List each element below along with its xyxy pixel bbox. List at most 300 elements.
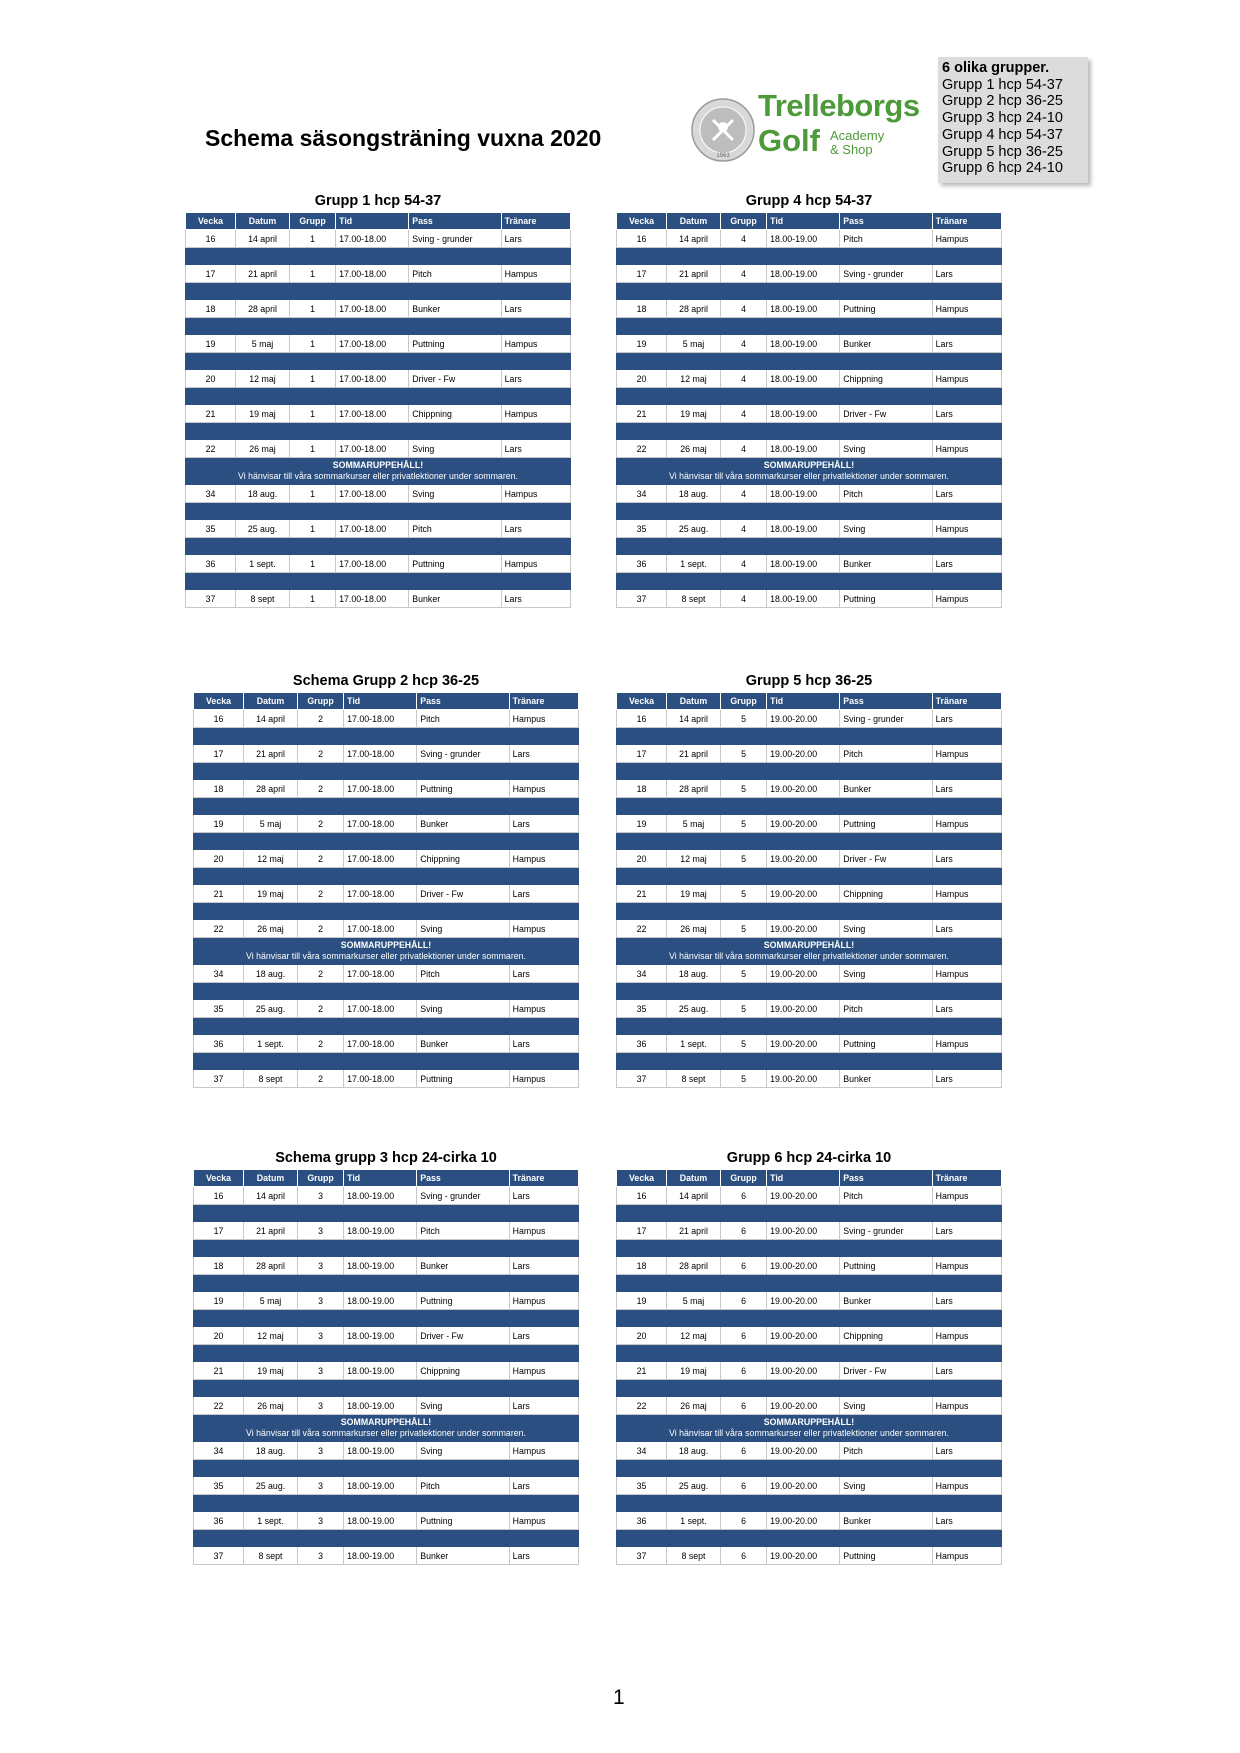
- pass-cell: Driver - Fw: [840, 850, 932, 868]
- coach-cell: Lars: [932, 1362, 1001, 1380]
- pass-cell: Sving: [409, 485, 501, 503]
- date-cell: 28 april: [667, 300, 721, 318]
- week-cell: 18: [617, 1257, 667, 1275]
- time-cell: 19.00-20.00: [767, 920, 840, 938]
- column-header: Grupp: [720, 693, 766, 710]
- table-row: [194, 850, 579, 868]
- week-cell: 18: [194, 1257, 244, 1275]
- separator-row: [194, 1345, 579, 1362]
- coach-cell: Hampus: [932, 1327, 1001, 1345]
- column-header: Tränare: [501, 213, 570, 230]
- table-row: [617, 920, 1002, 938]
- groups-info-line: Grupp 5 hcp 36-25: [942, 143, 1063, 160]
- time-cell: 18.00-19.00: [767, 300, 840, 318]
- schedule-section-group-1: [185, 190, 571, 608]
- date-cell: 25 aug.: [236, 520, 290, 538]
- time-cell: 18.00-19.00: [344, 1512, 417, 1530]
- separator-cell: [194, 1345, 579, 1362]
- time-cell: 18.00-19.00: [344, 1477, 417, 1495]
- date-cell: 1 sept.: [667, 1512, 721, 1530]
- date-cell: 14 april: [236, 230, 290, 248]
- table-row: [617, 1327, 1002, 1345]
- date-cell: 8 sept: [667, 590, 721, 608]
- separator-cell: [617, 1460, 1002, 1477]
- summer-break-title: SOMMARUPPEHÅLL!: [763, 460, 855, 470]
- date-cell: 1 sept.: [667, 555, 721, 573]
- coach-cell: Hampus: [509, 1362, 578, 1380]
- schedule-section-group-2: [193, 670, 579, 1088]
- date-cell: 8 sept: [244, 1547, 298, 1565]
- summer-break-note: Vi hänvisar till våra sommarkurser eller privatlektioner under sommaren.: [246, 951, 526, 961]
- section-title: Schema Grupp 2 hcp 36-25: [292, 673, 480, 689]
- group-cell: 5: [720, 1000, 766, 1018]
- time-cell: 17.00-18.00: [336, 590, 409, 608]
- table-row: [617, 440, 1002, 458]
- separator-cell: [194, 1240, 579, 1257]
- coach-cell: Hampus: [932, 815, 1001, 833]
- week-cell: 35: [617, 1477, 667, 1495]
- separator-row: [617, 1460, 1002, 1477]
- groups-info-line: Grupp 1 hcp 54-37: [942, 76, 1063, 93]
- separator-row: [194, 1530, 579, 1547]
- summer-break-cell: [186, 458, 571, 485]
- week-cell: 37: [194, 1547, 244, 1565]
- column-header: Tid: [767, 693, 840, 710]
- section-title: Schema grupp 3 hcp 24-cirka 10: [275, 1150, 497, 1166]
- time-cell: 19.00-20.00: [767, 710, 840, 728]
- group-cell: 4: [720, 485, 766, 503]
- table-row: [194, 1070, 579, 1088]
- separator-row: [617, 1310, 1002, 1327]
- week-cell: 20: [617, 1327, 667, 1345]
- summer-break-note: Vi hänvisar till våra sommarkurser eller privatlektioner under sommaren.: [246, 1428, 526, 1438]
- logo-subtitle: Academy & Shop: [830, 128, 885, 157]
- table-row: [617, 1292, 1002, 1310]
- coach-cell: Lars: [509, 965, 578, 983]
- table-row: [186, 265, 571, 283]
- group-cell: 6: [720, 1397, 766, 1415]
- column-header: Tid: [344, 1170, 417, 1187]
- coach-cell: Lars: [932, 1070, 1001, 1088]
- coach-cell: Hampus: [501, 555, 570, 573]
- date-cell: 18 aug.: [667, 965, 721, 983]
- coach-cell: Lars: [501, 230, 570, 248]
- table-row: [617, 1222, 1002, 1240]
- time-cell: 18.00-19.00: [344, 1362, 417, 1380]
- date-cell: 5 maj: [667, 335, 721, 353]
- separator-cell: [194, 798, 579, 815]
- week-cell: 37: [186, 590, 236, 608]
- time-cell: 19.00-20.00: [767, 885, 840, 903]
- groups-info-line: Grupp 2 hcp 36-25: [942, 93, 1063, 110]
- pass-cell: Bunker: [409, 590, 501, 608]
- group-cell: 5: [720, 745, 766, 763]
- table-row: [617, 1512, 1002, 1530]
- table-row: [186, 485, 571, 503]
- coach-cell: Lars: [509, 1547, 578, 1565]
- group-cell: 6: [720, 1477, 766, 1495]
- date-cell: 12 maj: [667, 1327, 721, 1345]
- separator-row: [194, 1460, 579, 1477]
- week-cell: 35: [617, 1000, 667, 1018]
- group-cell: 2: [297, 815, 343, 833]
- separator-row: [186, 353, 571, 370]
- pass-cell: Pitch: [840, 1442, 932, 1460]
- separator-cell: [194, 1530, 579, 1547]
- coach-cell: Hampus: [501, 335, 570, 353]
- pass-cell: Sving: [840, 520, 932, 538]
- group-cell: 2: [297, 1035, 343, 1053]
- group-cell: 6: [720, 1257, 766, 1275]
- column-header: Tid: [767, 213, 840, 230]
- separator-cell: [617, 1240, 1002, 1257]
- pass-cell: Puttning: [417, 1070, 509, 1088]
- pass-cell: Chippning: [840, 885, 932, 903]
- group-cell: 4: [720, 265, 766, 283]
- column-header: Vecka: [194, 1170, 244, 1187]
- pass-cell: Chippning: [417, 1362, 509, 1380]
- separator-cell: [186, 353, 571, 370]
- coach-cell: Lars: [932, 555, 1001, 573]
- week-cell: 20: [617, 850, 667, 868]
- week-cell: 16: [617, 710, 667, 728]
- date-cell: 26 maj: [244, 920, 298, 938]
- time-cell: 17.00-18.00: [344, 780, 417, 798]
- pass-cell: Chippning: [409, 405, 501, 423]
- table-row: [617, 590, 1002, 608]
- time-cell: 17.00-18.00: [336, 485, 409, 503]
- separator-row: [617, 248, 1002, 265]
- date-cell: 8 sept: [236, 590, 290, 608]
- coach-cell: Hampus: [501, 405, 570, 423]
- week-cell: 20: [194, 850, 244, 868]
- group-cell: 1: [289, 555, 335, 573]
- week-cell: 21: [617, 405, 667, 423]
- group-cell: 4: [720, 555, 766, 573]
- week-cell: 19: [617, 815, 667, 833]
- week-cell: 20: [617, 370, 667, 388]
- table-row: [194, 1362, 579, 1380]
- column-header: Tränare: [509, 1170, 578, 1187]
- separator-row: [186, 283, 571, 300]
- separator-row: [194, 1205, 579, 1222]
- time-cell: 18.00-19.00: [767, 555, 840, 573]
- time-cell: 17.00-18.00: [336, 265, 409, 283]
- column-header: Vecka: [617, 213, 667, 230]
- summer-break-title: SOMMARUPPEHÅLL!: [332, 460, 424, 470]
- column-header: Vecka: [617, 1170, 667, 1187]
- coach-cell: Hampus: [932, 885, 1001, 903]
- week-cell: 22: [617, 1397, 667, 1415]
- pass-cell: Pitch: [417, 965, 509, 983]
- coach-cell: Hampus: [509, 710, 578, 728]
- table-row: [617, 710, 1002, 728]
- separator-row: [186, 388, 571, 405]
- schedule-table: [616, 1169, 1002, 1565]
- coach-cell: Lars: [932, 335, 1001, 353]
- pass-cell: Driver - Fw: [840, 405, 932, 423]
- date-cell: 21 april: [667, 745, 721, 763]
- group-cell: 6: [720, 1292, 766, 1310]
- separator-row: [186, 503, 571, 520]
- summer-break-note: Vi hänvisar till våra sommarkurser eller privatlektioner under sommaren.: [669, 1428, 949, 1438]
- week-cell: 16: [194, 1187, 244, 1205]
- separator-row: [617, 573, 1002, 590]
- separator-row: [194, 1053, 579, 1070]
- date-cell: 26 maj: [667, 920, 721, 938]
- date-cell: 18 aug.: [667, 485, 721, 503]
- pass-cell: Bunker: [417, 1257, 509, 1275]
- time-cell: 19.00-20.00: [767, 1327, 840, 1345]
- separator-cell: [194, 1310, 579, 1327]
- table-row: [194, 1222, 579, 1240]
- time-cell: 19.00-20.00: [767, 1035, 840, 1053]
- coach-cell: Hampus: [932, 1477, 1001, 1495]
- summer-break-row: [194, 1415, 579, 1442]
- date-cell: 26 maj: [667, 440, 721, 458]
- week-cell: 19: [194, 1292, 244, 1310]
- pass-cell: Driver - Fw: [417, 885, 509, 903]
- column-header: Pass: [409, 213, 501, 230]
- summer-break-row: [617, 1415, 1002, 1442]
- coach-cell: Hampus: [509, 920, 578, 938]
- separator-cell: [617, 318, 1002, 335]
- coach-cell: Lars: [932, 1222, 1001, 1240]
- schedule-table: [185, 212, 571, 608]
- separator-cell: [186, 318, 571, 335]
- pass-cell: Pitch: [417, 1222, 509, 1240]
- group-cell: 3: [297, 1327, 343, 1345]
- time-cell: 19.00-20.00: [767, 1000, 840, 1018]
- pass-cell: Pitch: [840, 485, 932, 503]
- coach-cell: Hampus: [509, 1222, 578, 1240]
- summer-break-title: SOMMARUPPEHÅLL!: [340, 940, 432, 950]
- week-cell: 20: [186, 370, 236, 388]
- group-cell: 1: [289, 405, 335, 423]
- group-cell: 3: [297, 1292, 343, 1310]
- group-cell: 2: [297, 710, 343, 728]
- pass-cell: Chippning: [840, 1327, 932, 1345]
- svg-text:1963: 1963: [716, 153, 730, 159]
- table-row: [617, 370, 1002, 388]
- separator-cell: [194, 903, 579, 920]
- column-header: Tränare: [932, 1170, 1001, 1187]
- time-cell: 18.00-19.00: [767, 230, 840, 248]
- table-row: [617, 265, 1002, 283]
- separator-cell: [186, 423, 571, 440]
- time-cell: 18.00-19.00: [767, 265, 840, 283]
- pass-cell: Sving: [417, 1397, 509, 1415]
- date-cell: 28 april: [244, 1257, 298, 1275]
- date-cell: 14 april: [667, 230, 721, 248]
- group-cell: 4: [720, 590, 766, 608]
- date-cell: 21 april: [667, 265, 721, 283]
- pass-cell: Puttning: [840, 1547, 932, 1565]
- coach-cell: Lars: [501, 300, 570, 318]
- time-cell: 17.00-18.00: [344, 745, 417, 763]
- separator-cell: [617, 248, 1002, 265]
- separator-cell: [186, 388, 571, 405]
- separator-row: [186, 573, 571, 590]
- coach-cell: Lars: [932, 1000, 1001, 1018]
- coach-cell: Hampus: [509, 1070, 578, 1088]
- pass-cell: Driver - Fw: [409, 370, 501, 388]
- column-header: Pass: [417, 693, 509, 710]
- week-cell: 36: [186, 555, 236, 573]
- time-cell: 18.00-19.00: [344, 1222, 417, 1240]
- column-header: Vecka: [194, 693, 244, 710]
- time-cell: 19.00-20.00: [767, 815, 840, 833]
- pass-cell: Bunker: [409, 300, 501, 318]
- week-cell: 34: [617, 485, 667, 503]
- date-cell: 5 maj: [667, 1292, 721, 1310]
- group-cell: 5: [720, 1070, 766, 1088]
- table-row: [617, 745, 1002, 763]
- week-cell: 37: [617, 1070, 667, 1088]
- logo-wordmark-bottom: Golf: [758, 123, 820, 158]
- date-cell: 8 sept: [667, 1070, 721, 1088]
- separator-row: [617, 1530, 1002, 1547]
- summer-break-note: Vi hänvisar till våra sommarkurser eller privatlektioner under sommaren.: [669, 951, 949, 961]
- coach-cell: Hampus: [932, 230, 1001, 248]
- date-cell: 26 maj: [667, 1397, 721, 1415]
- pass-cell: Pitch: [840, 1000, 932, 1018]
- separator-cell: [617, 1053, 1002, 1070]
- date-cell: 1 sept.: [244, 1512, 298, 1530]
- separator-cell: [194, 868, 579, 885]
- separator-row: [617, 503, 1002, 520]
- week-cell: 22: [194, 1397, 244, 1415]
- page-title: Schema säsongsträning vuxna 2020: [205, 125, 602, 151]
- date-cell: 5 maj: [667, 815, 721, 833]
- week-cell: 35: [194, 1477, 244, 1495]
- separator-row: [194, 833, 579, 850]
- week-cell: 18: [617, 300, 667, 318]
- separator-cell: [617, 283, 1002, 300]
- group-cell: 5: [720, 965, 766, 983]
- table-row: [186, 335, 571, 353]
- date-cell: 5 maj: [236, 335, 290, 353]
- separator-cell: [186, 283, 571, 300]
- coach-cell: Lars: [932, 485, 1001, 503]
- group-cell: 1: [289, 485, 335, 503]
- separator-row: [617, 1018, 1002, 1035]
- coach-cell: Lars: [509, 1327, 578, 1345]
- table-row: [186, 230, 571, 248]
- table-row: [194, 1257, 579, 1275]
- summer-break-row: [617, 458, 1002, 485]
- schedule-table: [616, 212, 1002, 608]
- separator-row: [617, 353, 1002, 370]
- week-cell: 22: [617, 920, 667, 938]
- date-cell: 25 aug.: [667, 1477, 721, 1495]
- group-cell: 5: [720, 780, 766, 798]
- separator-row: [194, 903, 579, 920]
- week-cell: 21: [194, 1362, 244, 1380]
- pass-cell: Sving - grunder: [417, 745, 509, 763]
- pass-cell: Sving: [409, 440, 501, 458]
- date-cell: 18 aug.: [244, 965, 298, 983]
- group-cell: 2: [297, 745, 343, 763]
- table-row: [194, 745, 579, 763]
- table-row: [194, 1397, 579, 1415]
- time-cell: 17.00-18.00: [344, 1035, 417, 1053]
- page-number: 1: [613, 1686, 625, 1709]
- separator-cell: [194, 1460, 579, 1477]
- time-cell: 17.00-18.00: [344, 920, 417, 938]
- column-header: Pass: [840, 1170, 932, 1187]
- time-cell: 18.00-19.00: [767, 485, 840, 503]
- group-cell: 6: [720, 1512, 766, 1530]
- group-cell: 1: [289, 335, 335, 353]
- week-cell: 22: [194, 920, 244, 938]
- groups-info-box: [938, 57, 1088, 183]
- separator-row: [617, 1053, 1002, 1070]
- group-cell: 3: [297, 1222, 343, 1240]
- column-header: Grupp: [289, 213, 335, 230]
- summer-break-row: [617, 938, 1002, 965]
- time-cell: 18.00-19.00: [344, 1187, 417, 1205]
- table-row: [617, 405, 1002, 423]
- coach-cell: Hampus: [509, 780, 578, 798]
- pass-cell: Bunker: [840, 780, 932, 798]
- coach-cell: Lars: [932, 1292, 1001, 1310]
- date-cell: 12 maj: [244, 1327, 298, 1345]
- group-cell: 3: [297, 1547, 343, 1565]
- pass-cell: Sving - grunder: [840, 1222, 932, 1240]
- section-title: Grupp 4 hcp 54-37: [745, 193, 873, 209]
- separator-cell: [617, 798, 1002, 815]
- week-cell: 36: [194, 1512, 244, 1530]
- pass-cell: Driver - Fw: [840, 1362, 932, 1380]
- coach-cell: Hampus: [932, 520, 1001, 538]
- pass-cell: Sving: [840, 965, 932, 983]
- coach-cell: Hampus: [932, 440, 1001, 458]
- week-cell: 35: [194, 1000, 244, 1018]
- table-row: [617, 1000, 1002, 1018]
- coach-cell: Hampus: [932, 1187, 1001, 1205]
- separator-cell: [617, 1530, 1002, 1547]
- group-cell: 5: [720, 1035, 766, 1053]
- group-cell: 3: [297, 1442, 343, 1460]
- table-row: [617, 1035, 1002, 1053]
- schedule-section-group-6: [616, 1147, 1002, 1565]
- date-cell: 26 maj: [236, 440, 290, 458]
- time-cell: 18.00-19.00: [767, 440, 840, 458]
- separator-row: [186, 423, 571, 440]
- pass-cell: Sving - grunder: [409, 230, 501, 248]
- group-cell: 2: [297, 1000, 343, 1018]
- date-cell: 21 april: [244, 1222, 298, 1240]
- schedule-table: [616, 692, 1002, 1088]
- table-row: [194, 1187, 579, 1205]
- table-row: [617, 555, 1002, 573]
- time-cell: 19.00-20.00: [767, 850, 840, 868]
- week-cell: 36: [617, 555, 667, 573]
- section-title: Grupp 5 hcp 36-25: [745, 673, 873, 689]
- separator-cell: [617, 1495, 1002, 1512]
- separator-row: [194, 1310, 579, 1327]
- time-cell: 18.00-19.00: [344, 1257, 417, 1275]
- pass-cell: Puttning: [409, 555, 501, 573]
- week-cell: 36: [194, 1035, 244, 1053]
- column-header: Grupp: [720, 213, 766, 230]
- separator-row: [186, 538, 571, 555]
- table-header-row: [194, 1170, 579, 1187]
- time-cell: 17.00-18.00: [336, 440, 409, 458]
- coach-cell: Lars: [501, 440, 570, 458]
- week-cell: 17: [194, 1222, 244, 1240]
